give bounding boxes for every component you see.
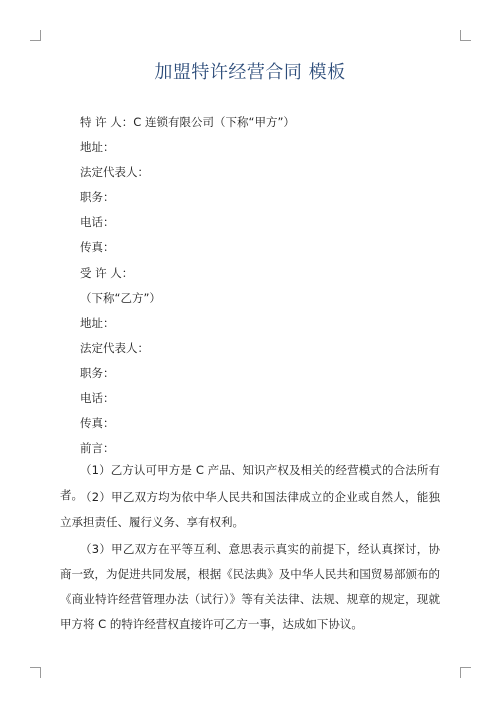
party-a-fax: 传真： <box>80 240 115 254</box>
preface-heading: 前言： <box>80 441 115 455</box>
party-b-alias: （下称“乙方”） <box>80 291 161 305</box>
party-a-address: 地址： <box>80 140 115 154</box>
clause-2: （2）甲乙双方均为依中华人民共和国法律成立的企业或自然人，能独立承担责任、履行义务、享有权利。 <box>60 490 440 529</box>
franchisor-line: 特 许 人：C 连锁有限公司（下称“甲方”） <box>80 115 295 129</box>
franchisee-label: 受 许 人： <box>80 266 134 280</box>
crop-mark-top-right <box>460 30 471 41</box>
party-b-phone: 电话： <box>80 391 115 405</box>
party-b-fax: 传真： <box>80 416 115 430</box>
clause-1: （1）乙方认可甲方是 C 产品、知识产权及相关的经营模式的合法所有者。 <box>60 463 440 502</box>
party-b-legal-rep: 法定代表人： <box>80 341 149 355</box>
party-a-phone: 电话： <box>80 215 115 229</box>
party-b-position: 职务： <box>80 366 115 380</box>
document-title: 加盟特许经营合同 模板 <box>154 62 346 83</box>
crop-mark-top-left <box>30 30 41 41</box>
party-a-position: 职务： <box>80 190 115 204</box>
crop-mark-bottom-left <box>30 667 41 678</box>
clause-3: （3）甲乙双方在平等互利、意思表示真实的前提下，经认真探讨，协商一致，为促进共同发展，根据《民法典》及中华人民共和国贸易部颁布的《商业特许经营管理办法（试行）》等有关法律、法规、规章的规定，现就甲方将 C 的特许经营权直接许可乙方一事，达成如下协议。 <box>60 542 440 631</box>
party-a-legal-rep: 法定代表人： <box>80 165 149 179</box>
crop-mark-bottom-right <box>460 667 471 678</box>
party-b-address: 地址： <box>80 316 115 330</box>
